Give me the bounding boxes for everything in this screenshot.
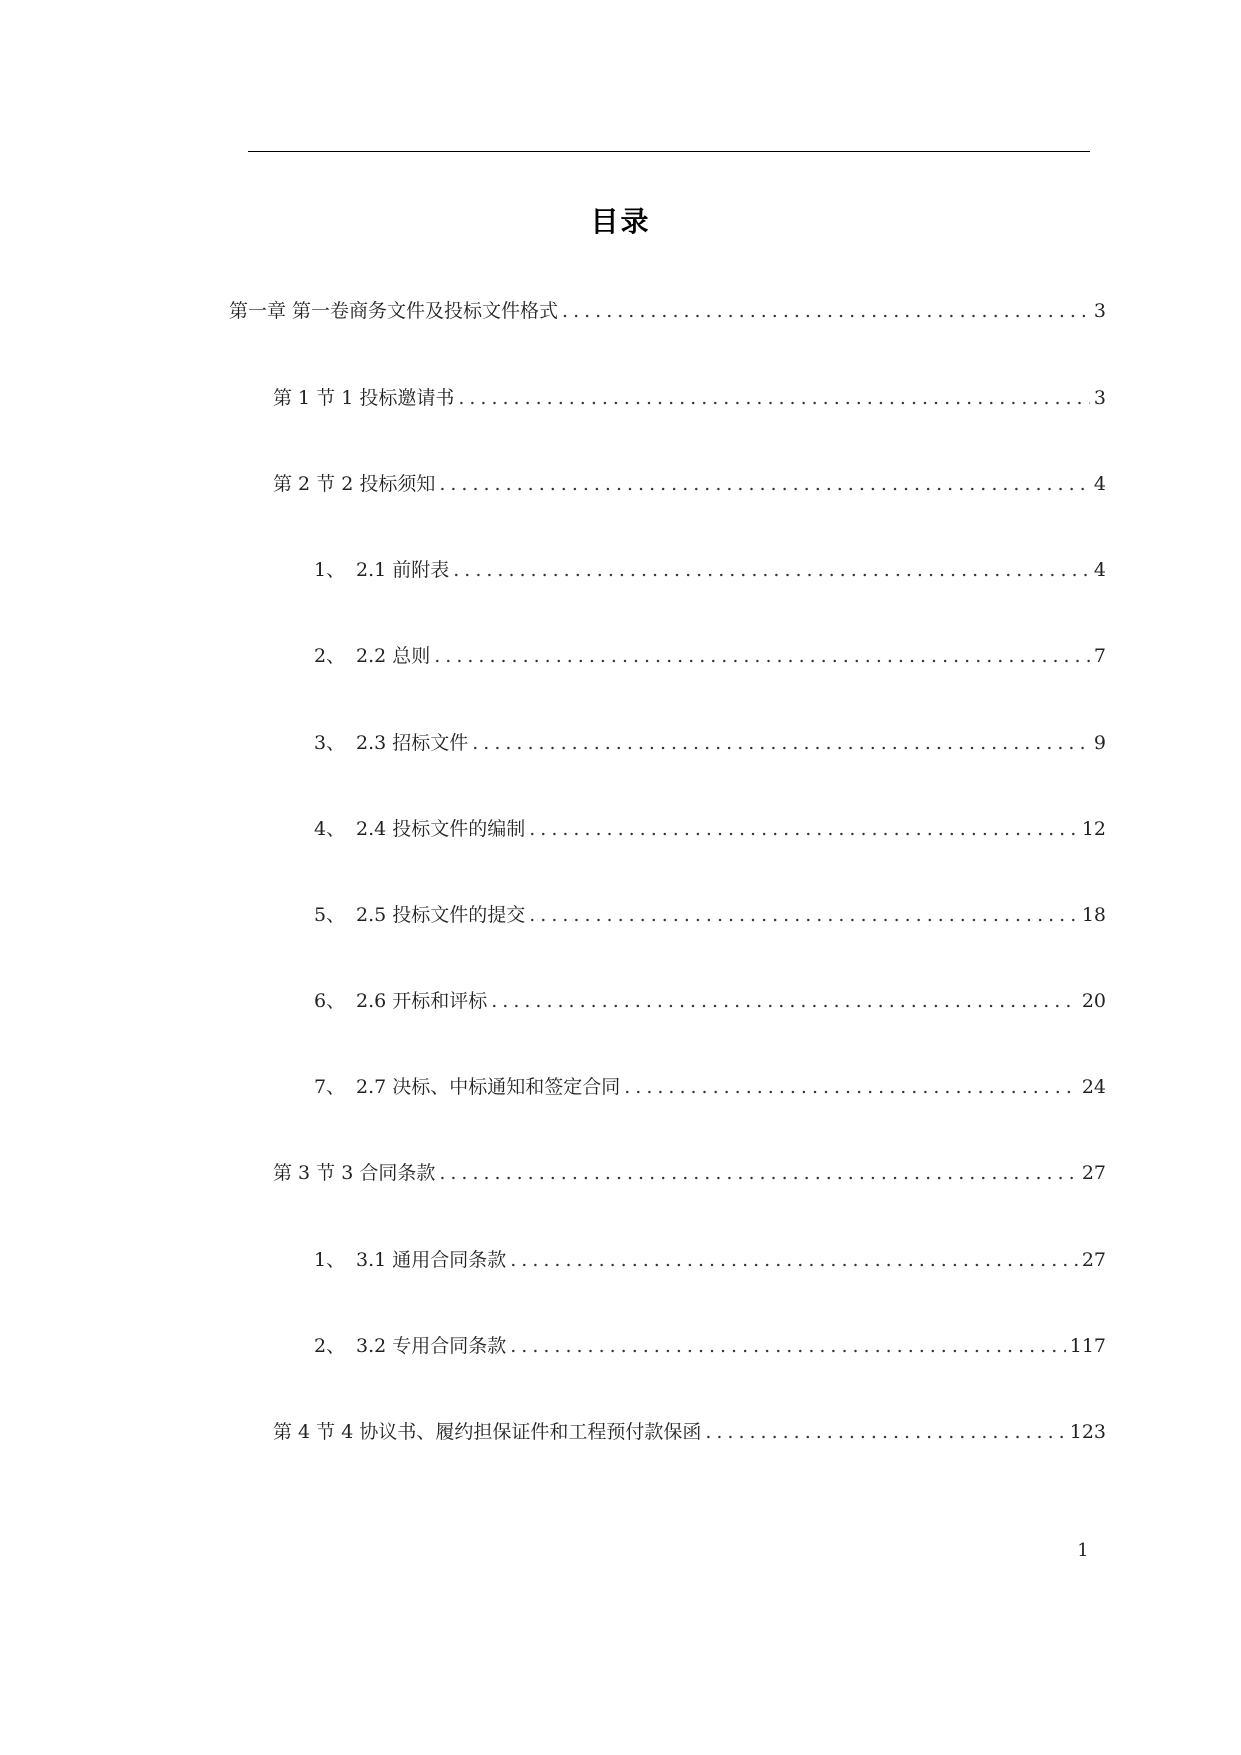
- toc-entry-page: 3: [1093, 300, 1106, 322]
- toc-dot-leader: [624, 1073, 1078, 1101]
- toc-entry-text: 第 4 节 4 协议书、履约担保证件和工程预付款保函: [273, 1421, 702, 1443]
- toc-entry-page: 24: [1081, 1076, 1106, 1098]
- toc-entry-text: 第 1 节 1 投标邀请书: [273, 387, 455, 409]
- toc-entry[interactable]: [314, 1332, 1106, 1360]
- toc-entry-number: 2、: [314, 645, 346, 667]
- toc-dot-leader: [510, 1332, 1065, 1360]
- toc-entry-text: 2.4 投标文件的编制: [356, 818, 526, 840]
- toc-entry-text: 2.2 总则: [356, 645, 431, 667]
- toc-dot-leader: [562, 297, 1090, 325]
- toc-entry-page: 9: [1093, 732, 1106, 754]
- toc-entry-number: 7、: [314, 1076, 346, 1098]
- toc-entry[interactable]: [314, 901, 1106, 929]
- toc-entry[interactable]: [314, 1073, 1106, 1101]
- toc-entry-number: 3、: [314, 732, 346, 754]
- toc-entry-text: 2.3 招标文件: [356, 732, 469, 754]
- toc-dot-leader: [434, 642, 1090, 670]
- toc-entry-page: 123: [1069, 1421, 1106, 1443]
- toc-dot-leader: [472, 729, 1090, 757]
- toc-entry-text: 第一章 第一卷商务文件及投标文件格式: [229, 300, 559, 322]
- toc-entry-text: 3.2 专用合同条款: [356, 1335, 507, 1357]
- toc-entry-number: 4、: [314, 818, 346, 840]
- toc-entry-number: 1、: [314, 559, 346, 581]
- toc-entry-page: 4: [1093, 559, 1106, 581]
- toc-entry[interactable]: [314, 1246, 1106, 1274]
- toc-dot-leader: [510, 1246, 1078, 1274]
- toc-dot-leader: [458, 384, 1090, 412]
- toc-entry[interactable]: [314, 987, 1106, 1015]
- toc-entry[interactable]: [314, 815, 1106, 843]
- toc-entry-number: 1、: [314, 1249, 346, 1271]
- toc-dot-leader: [705, 1418, 1065, 1446]
- toc-entry-text: 第 3 节 3 合同条款: [273, 1162, 436, 1184]
- toc-dot-leader: [439, 1159, 1077, 1187]
- toc-entry-page: 27: [1081, 1249, 1106, 1271]
- toc-title: 目录: [590, 205, 651, 238]
- toc-entry-page: 4: [1093, 473, 1106, 495]
- toc-entry-page: 3: [1093, 387, 1106, 409]
- toc-entry-number: 5、: [314, 904, 346, 926]
- toc-entry-text: 2.7 决标、中标通知和签定合同: [356, 1076, 621, 1098]
- toc-dot-leader: [529, 815, 1078, 843]
- toc-entry-page: 18: [1081, 904, 1106, 926]
- page-number: 1: [1077, 1540, 1089, 1561]
- toc-entry-page: 7: [1093, 645, 1106, 667]
- toc-entry-text: 2.6 开标和评标: [356, 990, 488, 1012]
- toc-entry-page: 12: [1081, 818, 1106, 840]
- toc-dot-leader: [439, 470, 1090, 498]
- toc-entry[interactable]: [314, 729, 1106, 757]
- toc-entry-text: 2.1 前附表: [356, 559, 450, 581]
- toc-entry-number: 2、: [314, 1335, 346, 1357]
- toc-entry[interactable]: [273, 1159, 1106, 1187]
- toc-entry-page: 27: [1081, 1162, 1106, 1184]
- toc-entry[interactable]: [273, 384, 1106, 412]
- toc-entry[interactable]: [229, 297, 1106, 325]
- toc-dot-leader: [491, 987, 1078, 1015]
- toc-entry-page: 117: [1069, 1335, 1106, 1357]
- toc-dot-leader: [453, 556, 1090, 584]
- toc-entry-text: 2.5 投标文件的提交: [356, 904, 526, 926]
- toc-entry-page: 20: [1081, 990, 1106, 1012]
- toc-entry-number: 6、: [314, 990, 346, 1012]
- toc-entry[interactable]: [273, 470, 1106, 498]
- toc-entry[interactable]: [314, 642, 1106, 670]
- toc-entry[interactable]: [273, 1418, 1106, 1446]
- toc-dot-leader: [529, 901, 1078, 929]
- toc-entry-text: 3.1 通用合同条款: [356, 1249, 507, 1271]
- toc-entry[interactable]: [314, 556, 1106, 584]
- toc-entry-text: 第 2 节 2 投标须知: [273, 473, 436, 495]
